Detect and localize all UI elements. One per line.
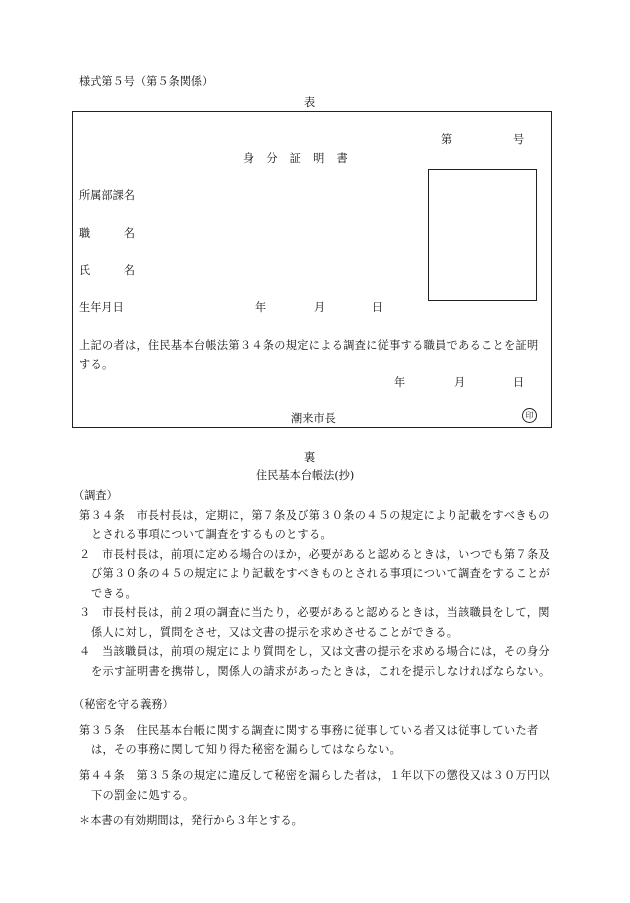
penalty-section — [79, 766, 551, 805]
form-header: 様式第５号（第５条関係） — [79, 75, 214, 88]
certification-text: 上記の者は，住民基本台帳法第３４条の規定による調査に従事する職員であることを証明する。 — [79, 339, 539, 371]
birthdate-year-unit: 年 — [255, 301, 267, 314]
front-side-label: 表 — [304, 96, 316, 109]
article-44: 第４４条 第３５条の規定に違反して秘密を漏らした者は，１年以下の懲役又は３０万円以下の罰金に処する。 — [79, 769, 550, 802]
law-title: 住民基本台帳法(抄) — [256, 469, 355, 482]
issue-year-unit: 年 — [394, 376, 406, 389]
seal-mark — [522, 408, 537, 423]
issue-month-unit: 月 — [454, 376, 466, 389]
article-34-clause-2: ２ 市長村長は，前項に定める場合のほか，必要があると認めるときは，いつでも第７条及び第３０条の４５の規定により記載をすべきものとされる事項について調査をすることができる。 — [79, 547, 551, 600]
birthdate-day-unit: 日 — [372, 301, 384, 314]
validity-note: ＊本書の有効期間は，発行から３年とする。 — [79, 814, 303, 827]
back-side-label: 裏 — [304, 451, 316, 464]
field-job-title: 職 名 — [79, 227, 135, 240]
certificate-title: 身 分 証 明 書 — [243, 152, 349, 165]
birthdate-month-unit: 月 — [314, 301, 326, 314]
field-birthdate: 生年月日 — [79, 301, 124, 314]
photo-frame — [428, 169, 537, 301]
issuer-name: 潮来市長 — [291, 412, 336, 425]
field-department: 所属部課名 — [79, 189, 135, 202]
article-34-clause-3: ３ 市長村長は，前２項の調査に当たり，必要があると認めるときは，当該職員をして，関係人に対し，質問をさせ，又は文書の提示を求めさせることができる。 — [79, 606, 550, 639]
article-34-clause-4: ４ 当該職員は，前項の規定により質問をし，又は文書の提示を求める場合には，その身分を示す証明書を携帯し，関係人の請求があったときは，これを提示しなければならない。 — [79, 645, 551, 678]
seal-text: 印 — [525, 411, 534, 420]
article-34: 第３４条 市長村長は，定期に，第７条及び第３０条の４５の規定により記載をすべきものとされる事項について調査をするものとする。 — [79, 508, 550, 541]
article-35: 第３５条 住民基本台帳に関する調査に関する事務に従事している者又は従事していた者は，その事務に関して知り得た秘密を漏らしてはならない。 — [79, 723, 539, 756]
section-heading: （秘密を守る義務） — [73, 698, 174, 711]
section-heading: （調査） — [73, 489, 118, 502]
card-number-prefix: 第 — [441, 133, 453, 146]
confidentiality-section — [73, 695, 551, 760]
card-number-suffix: 号 — [513, 133, 525, 146]
field-name: 氏 名 — [79, 264, 135, 277]
survey-section — [73, 486, 551, 681]
issue-day-unit: 日 — [513, 376, 525, 389]
